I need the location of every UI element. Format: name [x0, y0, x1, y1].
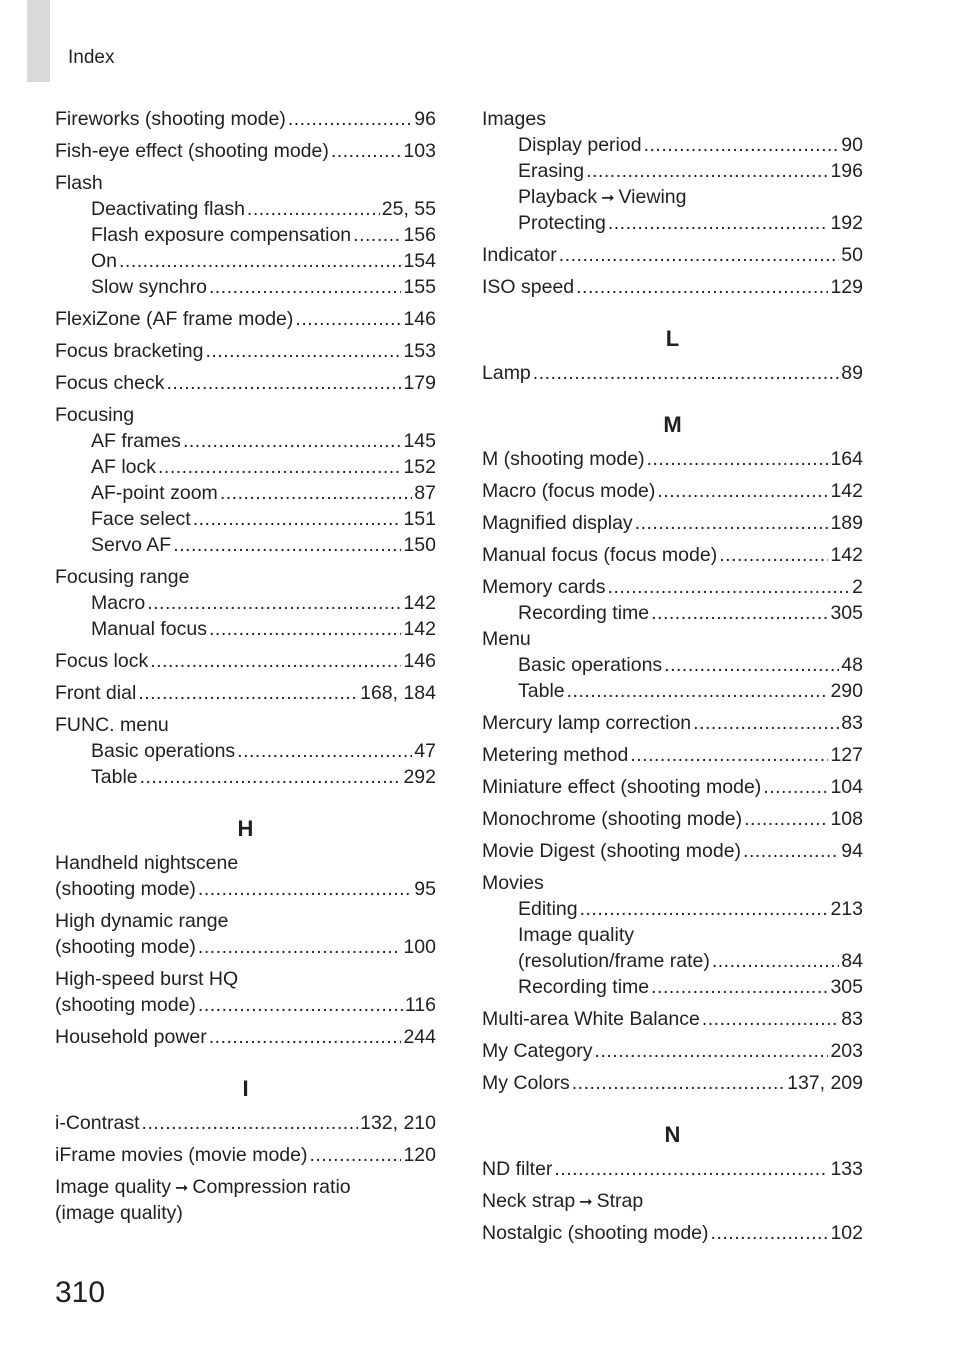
page-ref: 84 — [841, 950, 863, 972]
page-ref: 150 — [403, 534, 436, 556]
page-ref: 116 — [404, 994, 436, 1016]
index-entry: Focusing AF frames ..... 145 AF lock ..... 152 AF-point zoom ..... 87 Face select ..... 151 Servo AF ..... 150 — [55, 402, 436, 558]
page-ref: 102 — [830, 1222, 863, 1244]
page-ref: 108 — [830, 808, 863, 830]
page-ref: 305 — [830, 976, 863, 998]
page-ref: 83 — [841, 712, 863, 734]
index-entry: High dynamic range (shooting mode) ..... 100 — [55, 908, 436, 960]
index-entry: ND filter ..... 133 — [482, 1156, 863, 1182]
index-entry: Nostalgic (shooting mode) ..... 102 — [482, 1220, 863, 1246]
index-column-right — [482, 104, 863, 1246]
page-ref: 129 — [830, 276, 863, 298]
page-ref: 244 — [403, 1026, 436, 1048]
index-entry: Miniature effect (shooting mode) ..... 104 — [482, 774, 863, 800]
index-entry: Fireworks (shooting mode) ..... 96 — [55, 106, 436, 132]
index-entry: M (shooting mode) ..... 164 — [482, 446, 863, 472]
arrow-right-icon: ➞ — [579, 1194, 593, 1211]
page-ref: 153 — [403, 340, 436, 362]
page-ref: 192 — [830, 212, 863, 234]
page-ref: 142 — [403, 618, 436, 640]
page-ref: 142 — [830, 544, 863, 566]
letter-heading-m: M — [663, 412, 682, 437]
letter-heading-h: H — [237, 816, 254, 841]
page-ref: 213 — [830, 898, 863, 920]
index-entry: Macro (focus mode) ..... 142 — [482, 478, 863, 504]
index-entry: Menu Basic operations ..... 48 Table ..... 290 — [482, 626, 863, 704]
page-ref: 142 — [830, 480, 863, 502]
page-ref: 137, 209 — [787, 1072, 863, 1094]
index-entry: Focusing range Macro ..... 142 Manual focus ..... 142 — [55, 564, 436, 642]
index-entry: Metering method ..... 127 — [482, 742, 863, 768]
page-ref: 305 — [830, 602, 863, 624]
index-entry: Images Display period ..... 90 Erasing ..... 196 Playback ➞ Viewing Protecting ..... 192 — [482, 106, 863, 236]
index-entry: Multi-area White Balance ..... 83 — [482, 1006, 863, 1032]
index-entry: i-Contrast ..... 132, 210 — [55, 1110, 436, 1136]
index-entry: Lamp ..... 89 — [482, 360, 863, 386]
page-ref: 151 — [403, 508, 436, 530]
index-entry: Focus check ..... 179 — [55, 370, 436, 396]
index-entry: Flash Deactivating flash ..... 25, 55 Flash exposure compensation ..... 156 On ..... 154 Slow synchro ..... 155 — [55, 170, 436, 300]
section-header: Index — [68, 47, 115, 68]
page-ref: 83 — [841, 1008, 863, 1030]
page-number: 310 — [55, 1276, 106, 1309]
page-ref: 290 — [830, 680, 863, 702]
index-entry: FUNC. menu Basic operations ..... 47 Table ..... 292 — [55, 712, 436, 790]
index-entry: Manual focus (focus mode) ..... 142 — [482, 542, 863, 568]
page-ref: 152 — [403, 456, 436, 478]
page-ref: 168, 184 — [360, 682, 436, 704]
page-ref: 120 — [403, 1144, 436, 1166]
page-ref: 89 — [841, 362, 863, 384]
page-ref: 164 — [830, 448, 863, 470]
page-ref: 154 — [403, 250, 436, 272]
page-ref: 47 — [414, 740, 436, 762]
letter-heading-i: I — [242, 1076, 249, 1101]
page-ref: 127 — [830, 744, 863, 766]
page-ref: 156 — [403, 224, 436, 246]
index-entry: Mercury lamp correction ..... 83 — [482, 710, 863, 736]
index-entry: Indicator ..... 50 — [482, 242, 863, 268]
side-tab-bar — [27, 0, 50, 82]
page-ref: 133 — [830, 1158, 863, 1180]
page-ref: 132, 210 — [360, 1112, 436, 1134]
index-entry: Front dial ..... 168, 184 — [55, 680, 436, 706]
index-column-left — [55, 104, 436, 1226]
index-entry: Handheld nightscene (shooting mode) ..... 95 — [55, 850, 436, 902]
page-ref: 100 — [403, 936, 436, 958]
page-ref: 145 — [403, 430, 436, 452]
index-entry: Household power ..... 244 — [55, 1024, 436, 1050]
page-ref: 25, 55 — [381, 198, 436, 220]
page-ref: 203 — [830, 1040, 863, 1062]
page-ref: 50 — [841, 244, 863, 266]
letter-heading-n: N — [664, 1122, 681, 1147]
index-entry: Image quality ➞ Compression ratio (image quality) — [55, 1176, 351, 1224]
index-entry: Neck strap ➞ Strap — [482, 1188, 863, 1214]
arrow-right-icon: ➞ — [601, 190, 615, 207]
page-ref: 292 — [403, 766, 436, 788]
letter-heading-l: L — [665, 326, 680, 351]
index-entry: iFrame movies (movie mode) ..... 120 — [55, 1142, 436, 1168]
index-entry: Focus lock ..... 146 — [55, 648, 436, 674]
index-entry: Monochrome (shooting mode) ..... 108 — [482, 806, 863, 832]
page-ref: 146 — [403, 308, 436, 330]
page-ref: 2 — [852, 576, 863, 598]
index-entry: High-speed burst HQ (shooting mode) ..... 116 — [55, 966, 436, 1018]
page-ref: 90 — [841, 134, 863, 156]
page-ref: 196 — [830, 160, 863, 182]
index-entry: ISO speed ..... 129 — [482, 274, 863, 300]
page-ref: 104 — [830, 776, 863, 798]
arrow-right-icon: ➞ — [174, 1180, 189, 1197]
page-ref: 96 — [414, 108, 436, 130]
page-ref: 155 — [403, 276, 436, 298]
index-entry: Movie Digest (shooting mode) ..... 94 — [482, 838, 863, 864]
page-ref: 142 — [403, 592, 436, 614]
page-ref: 94 — [841, 840, 863, 862]
page-ref: 189 — [830, 512, 863, 534]
index-entry: My Colors ..... 137, 209 — [482, 1070, 863, 1096]
page-ref: 179 — [403, 372, 436, 394]
index-entry: FlexiZone (AF frame mode) ..... 146 — [55, 306, 436, 332]
index-entry: My Category ..... 203 — [482, 1038, 863, 1064]
page-ref: 48 — [841, 654, 863, 676]
page-ref: 146 — [403, 650, 436, 672]
index-entry: Focus bracketing ..... 153 — [55, 338, 436, 364]
index-entry: Movies Editing ..... 213 Image quality (resolution/frame rate) ..... 84 Recording time ..... 305 — [482, 870, 863, 1000]
index-entry: Memory cards ..... 2 Recording time ..... 305 — [482, 574, 863, 626]
page-ref: 95 — [414, 878, 436, 900]
index-entry: Magnified display ..... 189 — [482, 510, 863, 536]
index-entry: Fish-eye effect (shooting mode) ..... 103 — [55, 138, 436, 164]
page-ref: 87 — [414, 482, 436, 504]
page-ref: 103 — [403, 140, 436, 162]
